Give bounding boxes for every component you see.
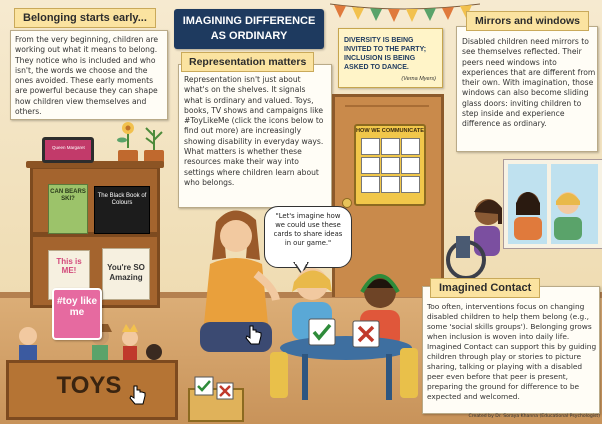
belonging-text: From the very beginning, children are working out what it means to belong. They notice who is included and who isn't, the words we choose and the ones avoided. These early moments are powerful because they can shape how children view themselves and others. [15, 35, 159, 117]
book-youre-so-amazing[interactable] [102, 248, 150, 300]
speech-bubble-text: "Let's imagine how we could use these cards to share ideas in our game." [273, 212, 343, 247]
symbol-card [361, 176, 380, 193]
communication-board-title: HOW WE COMMUNICATE [356, 128, 424, 134]
symbol-card [361, 157, 380, 174]
children-at-window [508, 175, 590, 240]
mirrors-text: Disabled children need mirrors to see themselves reflected. Their peers need windows into experiences that are different from their own. With imagination, those windows can also become sliding glass doors: inviting children to step inside and experience difference as ordinary. [462, 37, 596, 129]
representation-text: Representation isn't just about what's on the shelves. It signals what is ordinary and valued. Toys, books, TV shows and campaigns like #ToyLikeMe (click the icons below to find out more) are increasingly showing disability in everyday ways. What matters is whether these resources make their way into settings where children learn about who belongs. [184, 75, 324, 187]
cross-card-icon [216, 382, 234, 400]
symbol-card [361, 138, 380, 155]
tablet-device [42, 137, 94, 163]
book-title: You're SO Amazing [107, 263, 145, 282]
book-title: This is ME! [56, 257, 82, 275]
child-in-wheelchair [444, 190, 514, 280]
belonging-title: Belonging starts early... [14, 8, 156, 28]
pointer-cursor-icon [244, 324, 264, 346]
symbol-card [401, 157, 420, 174]
symbol-card [401, 176, 420, 193]
imagined-contact-title: Imagined Contact [430, 278, 540, 298]
book-title: The Black Book of Colours [97, 193, 147, 206]
book-title: CAN BEARS SKI? [50, 189, 86, 202]
quote-poster [338, 28, 443, 88]
symbol-card [381, 176, 400, 193]
symbol-card [401, 138, 420, 155]
symbol-card [381, 157, 400, 174]
door-panel-top [345, 105, 429, 107]
book-black-book-of-colours[interactable] [94, 186, 150, 234]
check-card-icon [308, 318, 336, 346]
representation-title: Representation matters [181, 52, 314, 72]
book-can-bears-ski[interactable] [48, 184, 88, 234]
tablet-label: Queen Margaret [52, 145, 85, 150]
mirrors-title: Mirrors and windows [466, 11, 589, 31]
communication-board [354, 124, 426, 206]
title-line-2: AS ORDINARY [210, 30, 288, 42]
credit-line: Created by Dr. Soraya Khanna (Educational Psychologist) [468, 414, 600, 419]
pointer-cursor-icon [128, 384, 148, 406]
quote-author: (Verna Myers) [401, 76, 436, 82]
title-banner [174, 9, 324, 49]
imagined-contact-text: Too often, interventions focus on changing disabled children to help them belong (e.g., some 'social skills groups'). Belonging grows when inclusion is woven into daily life. Imagined Contact can support this by guiding children through play or stories to picture sharing, talking or playing with a disabled peer even before that peer is present, preparing the ground for difference to be expected and welcomed. [427, 302, 597, 401]
bunting [330, 0, 480, 26]
toy-box-label: TOYS [56, 372, 122, 399]
quote-text: DIVERSITY IS BEING INVITED TO THE PARTY; INCLUSION IS BEING ASKED TO DANCE. [344, 37, 427, 71]
tablet-screen [45, 140, 91, 160]
children-playing-cards [262, 262, 432, 412]
toy-like-me-sign[interactable] [52, 288, 102, 340]
cross-card-icon [352, 320, 380, 348]
check-card-icon [194, 376, 214, 396]
symbol-card [381, 138, 400, 155]
title-line-1: IMAGINING DIFFERENCE [182, 15, 316, 27]
toy-like-me-text: #toy like me [56, 296, 98, 318]
